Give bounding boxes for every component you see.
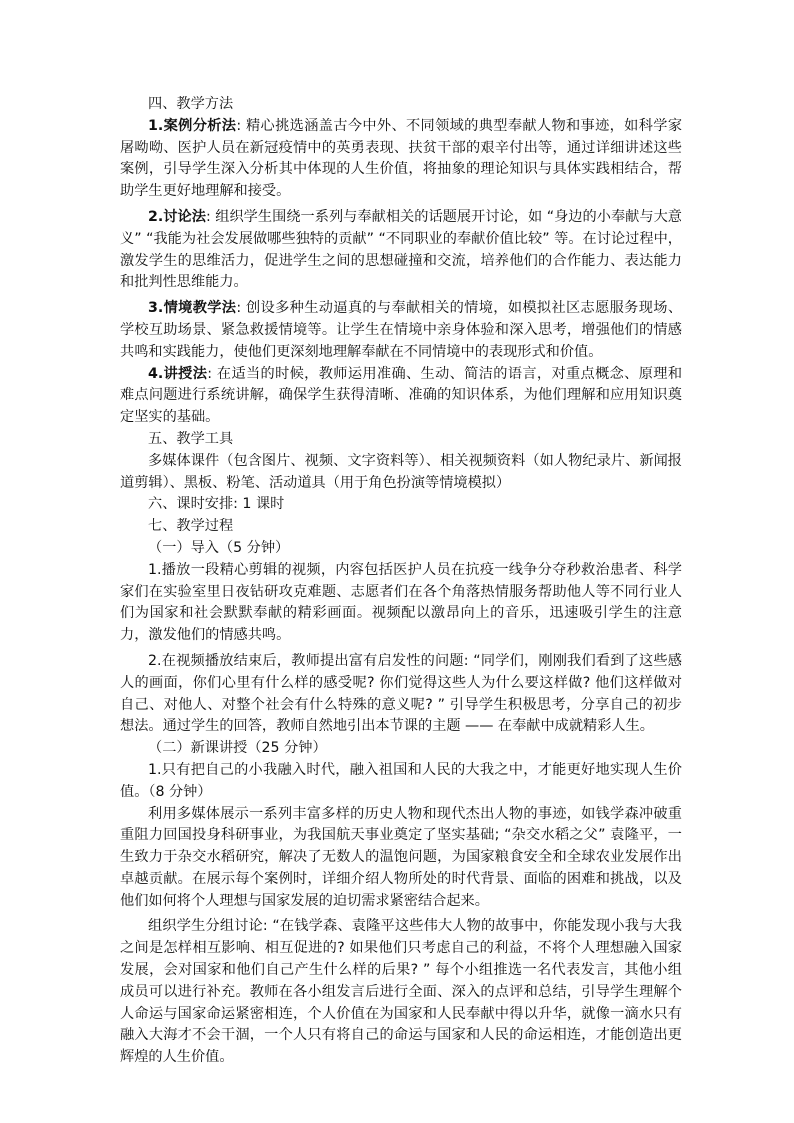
method-lead: 3.情境教学法 [148,300,237,317]
section-heading-process: 七、教学过程 [148,518,234,535]
method-text: : 创设多种生动逼真的与奉献相关的情境，如模拟社区志愿服务现场、学校互助场景、紧急救援情境等。让学生在情境中亲身体验和深入思考，增强他们的情感共鸣和实践能力，使他们更深刻地理解奉献在不同情境中的表现形式和价值。 [120,300,683,360]
section-heading-teaching-methods: 四、教学方法 [148,96,234,112]
new-lesson-para-1: 利用多媒体展示一系列丰富多样的历史人物和现代杰出人物的事迹，如钱学森冲破重重阻力回国投身科研事业，为我国航天事业奠定了坚实基础; “杂交水稻之父” 袁隆平，一生致力于杂交水稻研究，解决了无数人的温饱问题，为国家粮食安全和全球农业发展作出卓越贡献。在展示每个案例时，详细介绍人物所处的时代背景、面临的困难和挑战，以及他们如何将个人理想与国家发展的迫切需求紧密结合起来。 [120,805,682,909]
method-text: : 组织学生围绕一系列与奉献相关的话题展开讨论，如 “身边的小奉献与大意义” “我能为社会发展做哪些独特的贡献” “不同职业的奉献价值比较” 等。在讨论过程中，激发学生的思维活力，促进学生之间的思想碰撞和交流，培养他们的合作能力、表达能力和批判性思维能力。 [120,208,682,291]
subsection-new-lesson-title: （二）新课讲授（25 分钟） [148,740,327,757]
teaching-tools-text: 多媒体课件（包含图片、视频、文字资料等）、相关视频资料（如人物纪录片、新闻报道剪辑）、黑板、粉笔、活动道具（用于角色扮演等情境模拟） [120,452,682,491]
method-situational [120,298,682,363]
method-lead: 4.讲授法 [148,365,208,382]
new-lesson-point-1: 1.只有把自己的小我融入时代，融入祖国和人民的大我之中，才能更好地实现人生价值。（8 分钟） [120,761,682,800]
new-lesson-para-2: 组织学生分组讨论: “在钱学森、袁隆平这些伟大人物的故事中，你能发现小我与大我之间是怎样相互影响、相互促进的? 如果他们只考虑自己的利益，不将个人理想融入国家发展，会对国家和他们自己产生什么样的后果? ” 每个小组推选一名代表发言，其他小组成员可以进行补充。教师在各小组发言后进行全面、深入的点评和总结，引导学生理解个人命运与国家命运紧密相连，个人价值在为国家和人民奉献中得以升华，就像一滴水只有融入大海才不会干涸，一个人只有将自己的命运与国家和人民的命运相连，才能创造出更辉煌的人生价值。 [120,918,682,1066]
document-page [120,94,682,1069]
method-discussion [120,207,682,294]
subsection-intro-title: （一）导入（5 分钟） [148,539,290,556]
intro-step-2: 2.在视频播放结束后，教师提出富有启发性的问题: “同学们，刚刚我们看到了这些感人的画面，你们心里有什么样的感受呢? 你们觉得这些人为什么要这样做? 他们这样做对自己、对他人、对整个社会有什么特殊的意义呢? ” 引导学生积极思考，分享自己的初步想法。通过学生的回答，教师自然地引出本节课的主题 —— 在奉献中成就精彩人生。 [120,652,682,735]
section-heading-teaching-tools: 五、教学工具 [148,430,234,447]
method-text: : 精心挑选涵盖古今中外、不同领域的典型奉献人物和事迹，如科学家屠呦呦、医护人员在新冠疫情中的英勇表现、扶贫干部的艰辛付出等，通过详细讲述这些案例，引导学生深入分析其中体现的人生价值，将抽象的理论知识与具体实践相结合，帮助学生更好地理解和接受。 [120,117,683,200]
method-lecture [120,364,682,429]
method-lead: 2.讨论法 [148,208,206,225]
method-text: : 在适当的时候，教师运用准确、生动、简洁的语言，对重点概念、原理和难点问题进行系统讲解，确保学生获得清晰、准确的知识体系，为他们理解和应用知识奠定坚实的基础。 [120,365,683,426]
method-lead: 1.案例分析法 [148,117,237,134]
intro-step-1: 1.播放一段精心剪辑的视频，内容包括医护人员在抗疫一线争分夺秒救治患者、科学家们在实验室里日夜钻研攻克难题、志愿者们在各个角落热情服务帮助他人等不同行业人们为国家和社会默默奉献的精彩画面。视频配以激昂向上的音乐，迅速吸引学生的注意力，激发他们的情感共鸣。 [120,561,682,644]
method-case-analysis [120,116,682,203]
section-heading-schedule: 六、课时安排: 1 课时 [148,496,285,513]
